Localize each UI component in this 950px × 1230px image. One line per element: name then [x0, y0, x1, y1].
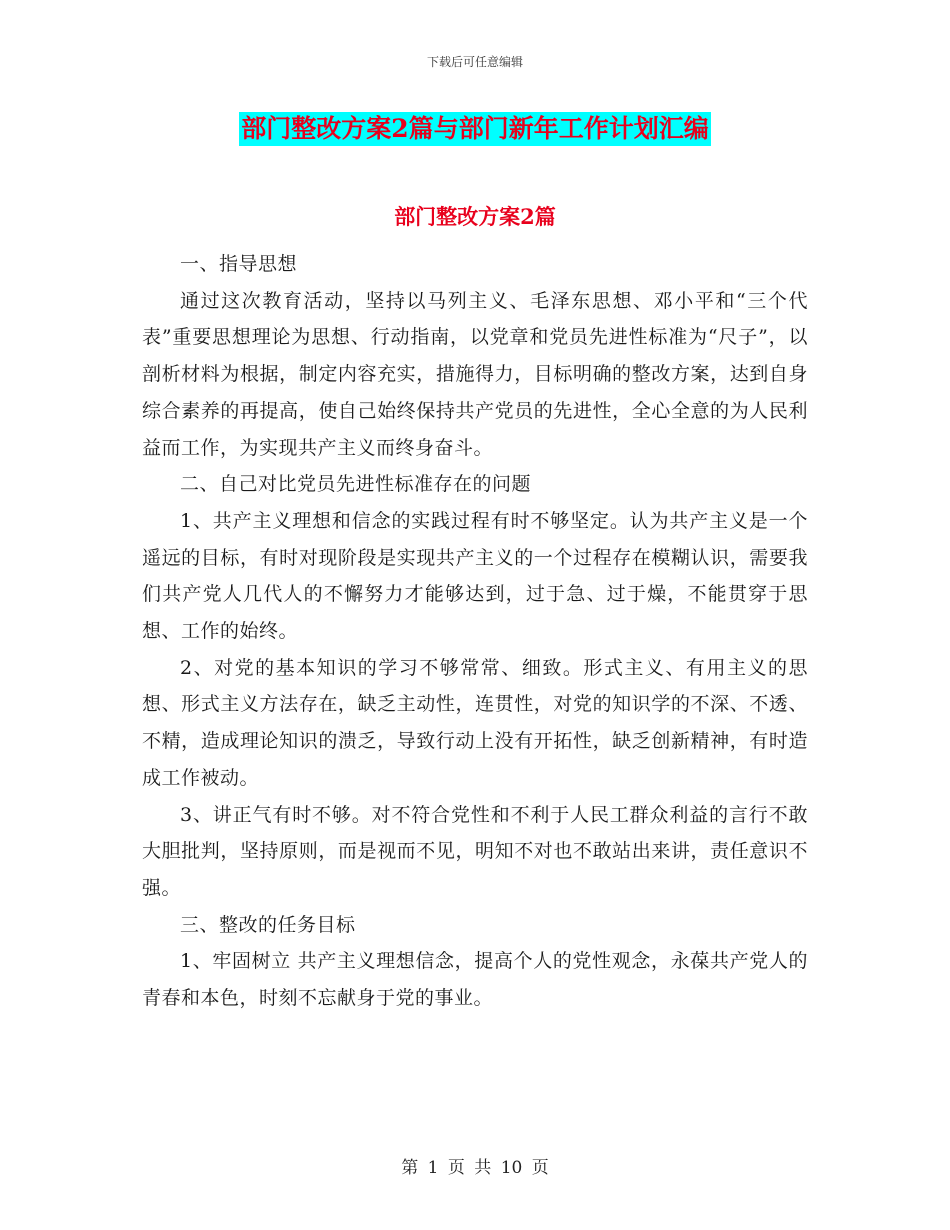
paragraph-guiding-ideology: 通过这次教育活动，坚持以马列主义、毛泽东思想、邓小平和“三个代表”重要思想理论为思想、行动指南，以党章和党员先进性标准为“尺子”，以剖析材料为根据，制定内容充实，措施得力，目标明确的整改方案，达到自身综合素养的再提高，使自己始终保持共产党员的先进性，全心全意的为人民利益而工作，为实现共产主义而终身奋斗。 [142, 289, 808, 459]
document-title: 部门整改方案2篇与部门新年工作计划汇编 [239, 112, 710, 146]
document-body [142, 246, 808, 1017]
paragraph-problem-3: 3、讲正气有时不够。对不符合党性和不利于人民工群众利益的言行不敢大胆批判，坚持原则，而是视而不见，明知不对也不敢站出来讲，责任意识不强。 [142, 803, 808, 899]
document-title-container [0, 112, 950, 146]
paragraph-problem-1: 1、共产主义理想和信念的实践过程有时不够坚定。认为共产主义是一个遥远的目标，有时对现阶段是实现共产主义的一个过程存在模糊认识，需要我们共产党人几代人的不懈努力才能够达到，过于急、过于燥，不能贯穿于思想、工作的始终。 [142, 509, 808, 643]
paragraph-problem-2: 2、对党的基本知识的学习不够常常、细致。形式主义、有用主义的思想、形式主义方法存在，缺乏主动性，连贯性，对党的知识学的不深、不透、不精，造成理论知识的溃乏，导致行动上没有开拓性，缺乏创新精神，有时造成工作被动。 [142, 656, 808, 789]
page-footer: 第 1 页 共 10 页 [401, 1158, 549, 1178]
heading-rectification-goals: 三、整改的任务目标 [180, 913, 356, 936]
heading-guiding-ideology: 一、指导思想 [180, 253, 298, 275]
paragraph-goal-1: 1、牢固树立 共产主义理想信念，提高个人的党性观念，永葆共产党人的青春和本色，时刻不忘献身于党的事业。 [142, 950, 808, 1010]
heading-problems: 二、自己对比党员先进性标准存在的问题 [180, 473, 532, 496]
section-title: 部门整改方案2篇 [394, 204, 556, 229]
header-note: 下载后可任意编辑 [426, 55, 523, 69]
